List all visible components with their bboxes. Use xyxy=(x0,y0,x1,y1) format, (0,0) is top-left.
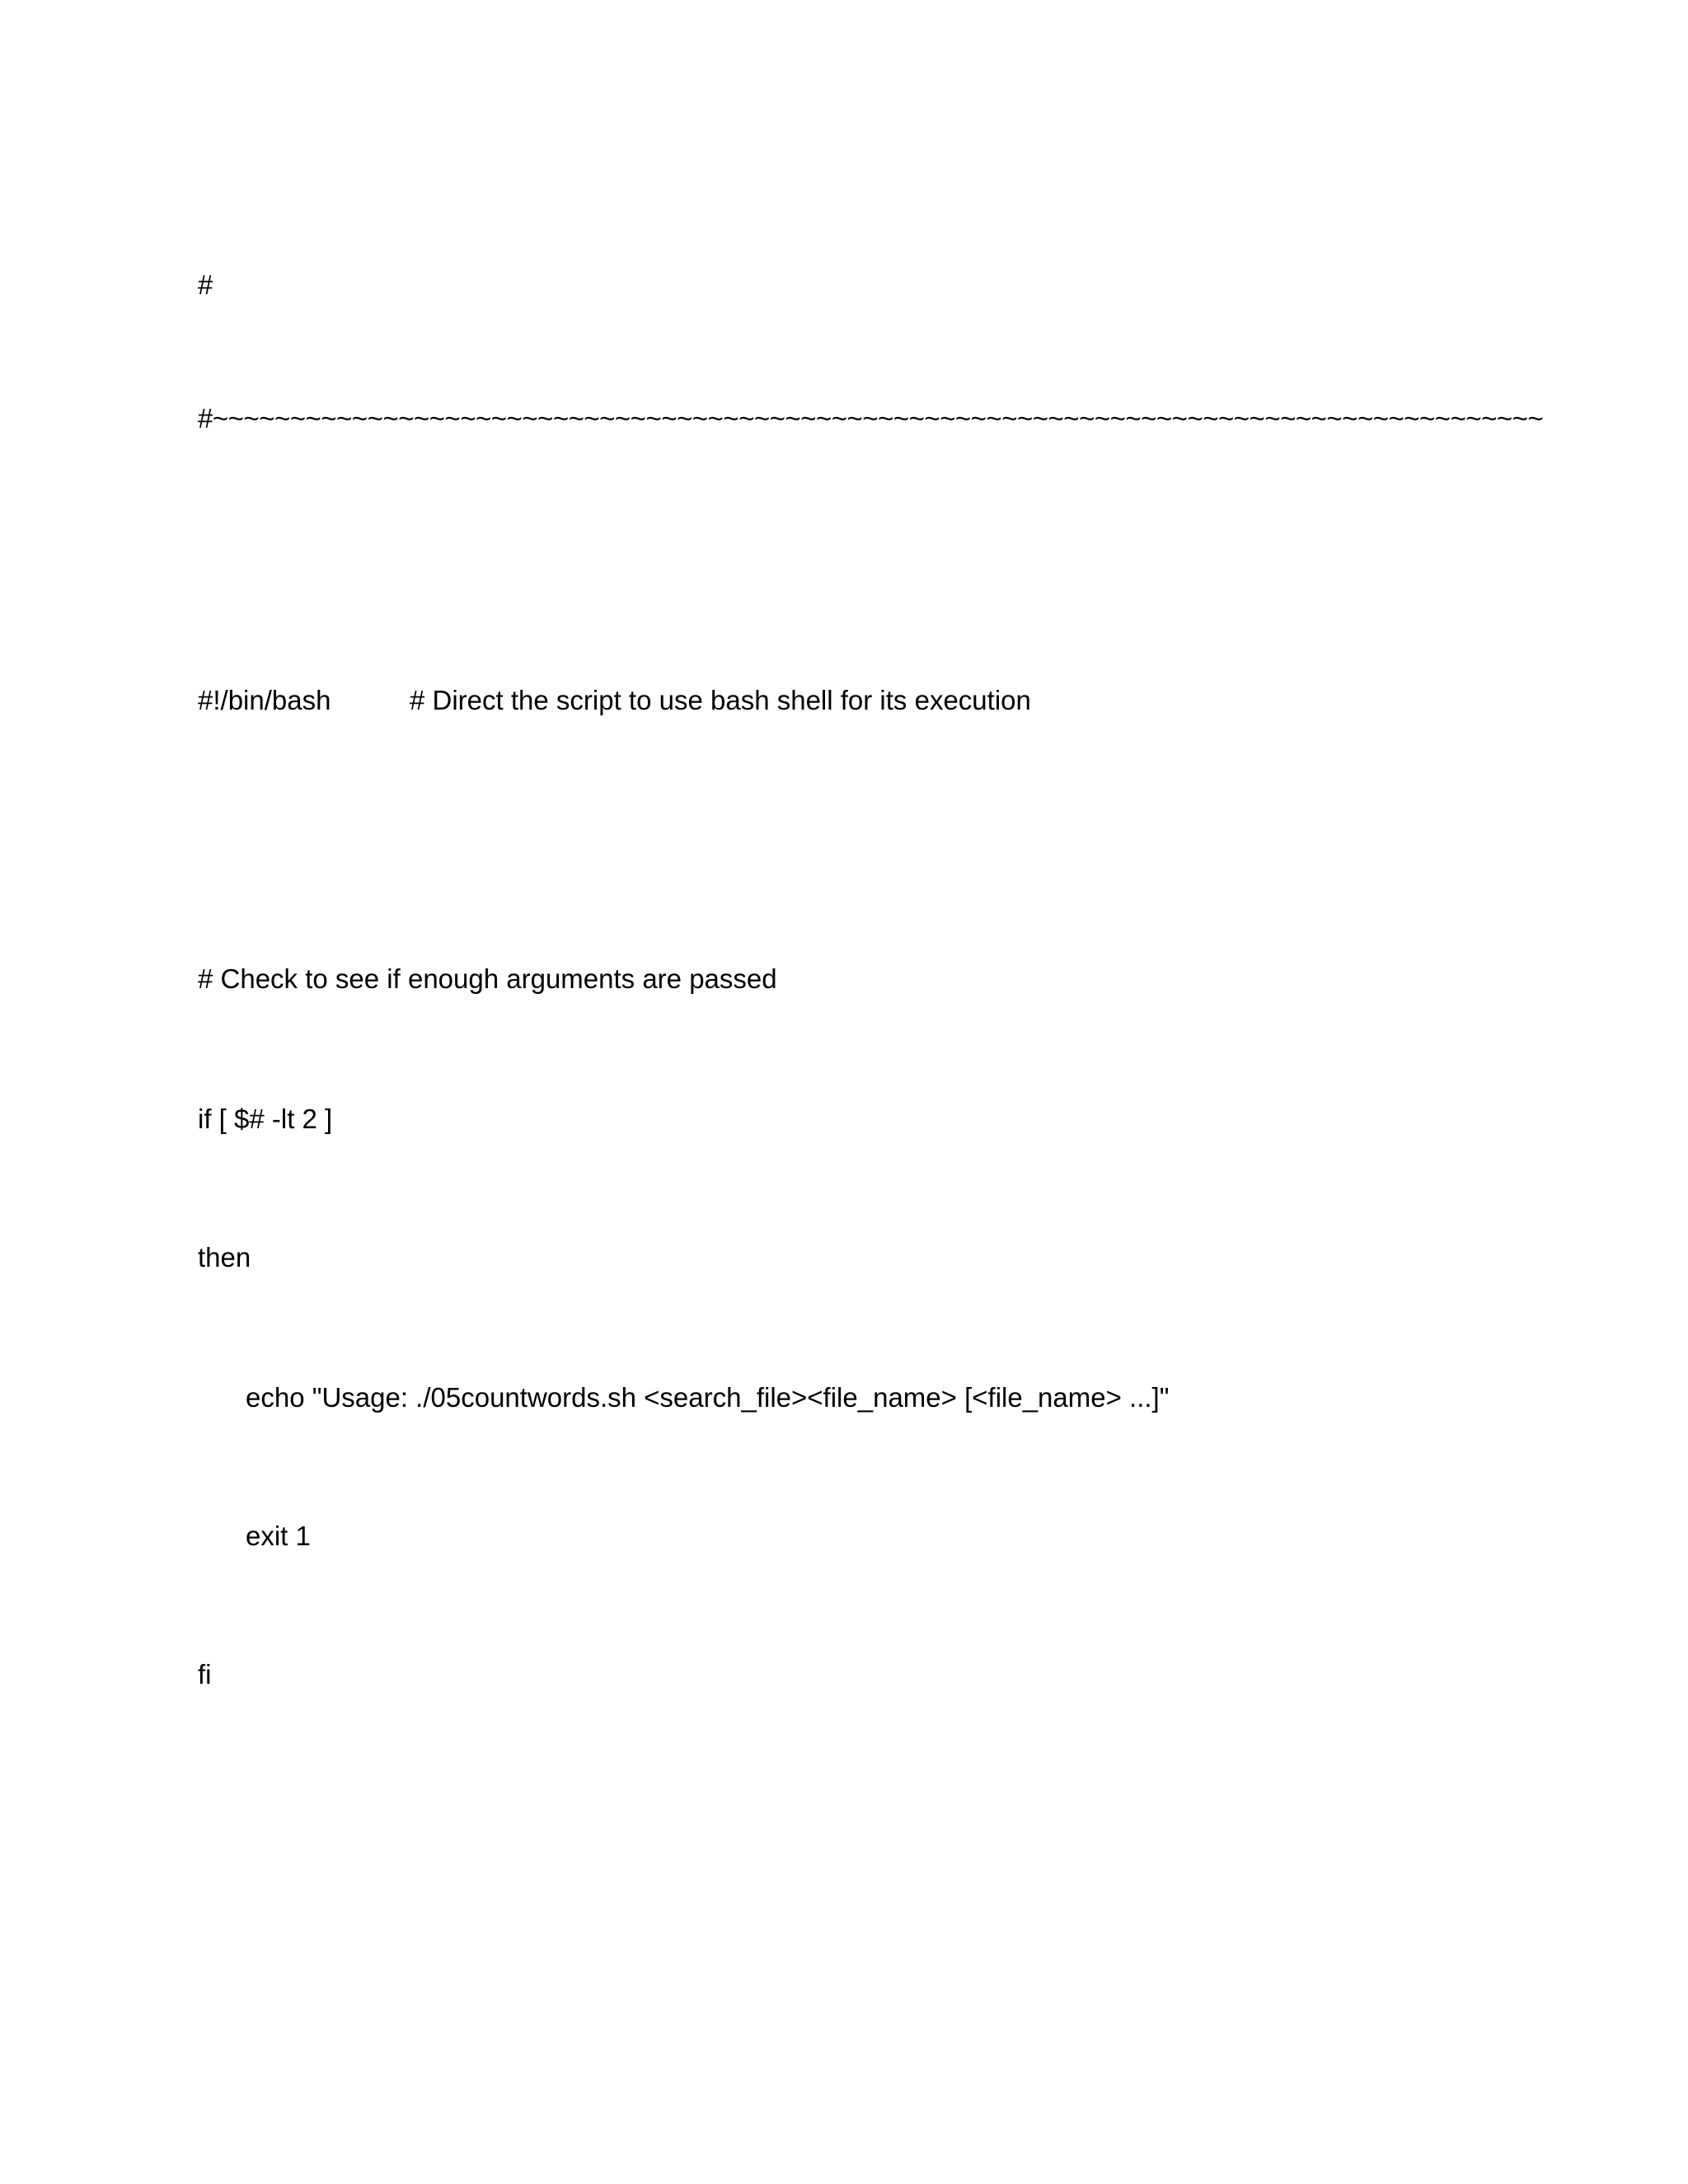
if-statement-line: if [ $# -lt 2 ] xyxy=(198,1104,333,1134)
shebang-comment: # Direct the script to use bash shell for its execution xyxy=(410,685,1031,715)
exit-line: exit 1 xyxy=(246,1521,311,1551)
comment-hash-line: # xyxy=(198,269,213,300)
fi-line: fi xyxy=(198,1659,212,1690)
then-line: then xyxy=(198,1242,251,1272)
shebang-line: #!/bin/bash xyxy=(198,685,331,715)
argument-check-comment: # Check to see if enough arguments are passed xyxy=(198,963,777,994)
echo-usage-line: echo "Usage: ./05countwords.sh <search_file><file_name> [<file_name> ...]" xyxy=(246,1382,1170,1413)
comment-separator-line: #~~~~~~~~~~~~~~~~~~~~~~~~~~~~~~~~~~~~~~~~~~~~~~~~~~~~~~~~~~~~~~~~~~~~~~~~~~~~~~~~~~~~~~ xyxy=(198,403,1544,434)
